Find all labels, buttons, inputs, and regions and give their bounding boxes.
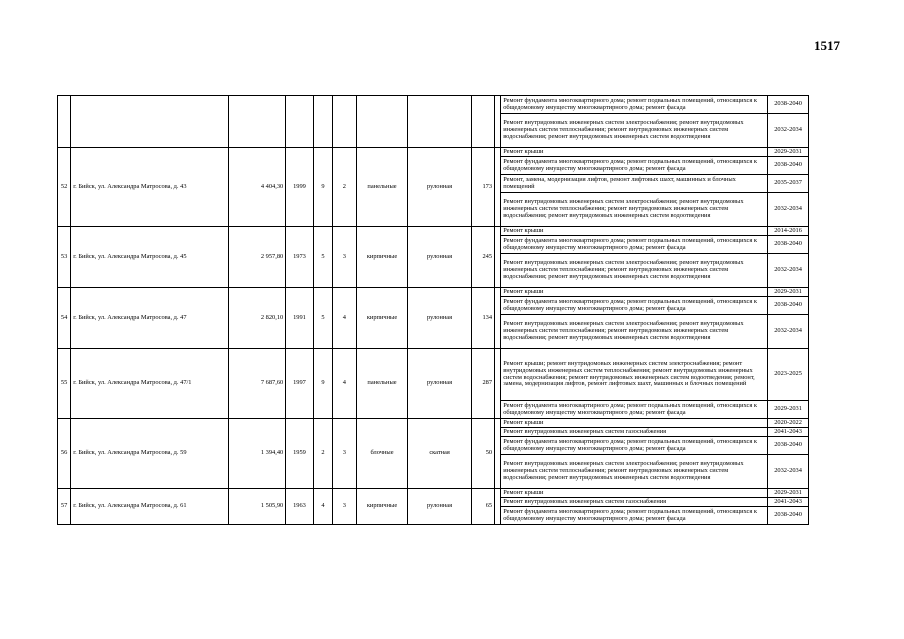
floors-cell: 2 bbox=[313, 419, 332, 489]
table-row bbox=[58, 227, 809, 236]
year-cell: 1991 bbox=[286, 288, 314, 349]
area-cell: 1 505,90 bbox=[229, 489, 286, 525]
work-cell: Ремонт фундамента многоквартирного дома; ремонт подвальных помещений, относящихся к общедомовому имуществу многоквартирного дома; ремонт фасада bbox=[501, 236, 768, 254]
num-cell bbox=[58, 96, 71, 148]
period-cell: 2032-2034 bbox=[768, 114, 809, 148]
entrances-cell: 3 bbox=[333, 489, 356, 525]
work-cell: Ремонт фундамента многоквартирного дома; ремонт подвальных помещений, относящихся к общедомовому имуществу многоквартирного дома; ремонт фасада bbox=[501, 437, 768, 455]
year-cell bbox=[286, 96, 314, 148]
period-cell: 2032-2034 bbox=[768, 193, 809, 227]
area-cell bbox=[229, 96, 286, 148]
residents-cell: 287 bbox=[471, 349, 494, 419]
residents-cell bbox=[471, 96, 494, 148]
period-cell: 2035-2037 bbox=[768, 175, 809, 193]
area-cell: 1 394,40 bbox=[229, 419, 286, 489]
area-cell: 2 820,10 bbox=[229, 288, 286, 349]
work-cell: Ремонт внутридомовых инженерных систем электроснабжения; ремонт внутридомовых инженерных систем теплоснабжения; ремонт внутридомовых инженерных систем водоснабжения; ремонт внутридомовых инженерных систем водоотведения bbox=[501, 254, 768, 288]
entrances-cell: 4 bbox=[333, 288, 356, 349]
period-cell: 2038-2040 bbox=[768, 96, 809, 114]
year-cell: 1999 bbox=[286, 148, 314, 227]
walls-cell: панельные bbox=[356, 349, 408, 419]
year-cell: 1997 bbox=[286, 349, 314, 419]
roof-cell: рулонная bbox=[408, 349, 471, 419]
area-cell: 7 687,60 bbox=[229, 349, 286, 419]
roof-cell: рулонная bbox=[408, 288, 471, 349]
roof-cell: рулонная bbox=[408, 227, 471, 288]
period-cell: 2038-2040 bbox=[768, 507, 809, 525]
walls-cell bbox=[356, 96, 408, 148]
entrances-cell bbox=[333, 96, 356, 148]
table-row bbox=[58, 288, 809, 297]
walls-cell: блочные bbox=[356, 419, 408, 489]
work-cell: Ремонт, замена, модернизация лифтов, ремонт лифтовых шахт, машинных и блочных помещений bbox=[501, 175, 768, 193]
work-cell: Ремонт фундамента многоквартирного дома; ремонт подвальных помещений, относящихся к общедомовому имуществу многоквартирного дома; ремонт фасада bbox=[501, 507, 768, 525]
table-row bbox=[58, 419, 809, 428]
period-cell: 2032-2034 bbox=[768, 455, 809, 489]
address-cell: г. Бийск, ул. Александра Матросова, д. 43 bbox=[71, 148, 229, 227]
floors-cell bbox=[313, 96, 332, 148]
table-row bbox=[58, 96, 809, 114]
work-cell: Ремонт внутридомовых инженерных систем электроснабжения; ремонт внутридомовых инженерных систем теплоснабжения; ремонт внутридомовых инженерных систем водоснабжения; ремонт внутридомовых инженерных систем водоотведения bbox=[501, 114, 768, 148]
period-cell: 2020-2022 bbox=[768, 419, 809, 428]
floors-cell: 9 bbox=[313, 148, 332, 227]
period-cell: 2038-2040 bbox=[768, 297, 809, 315]
work-cell: Ремонт внутридомовых инженерных систем электроснабжения; ремонт внутридомовых инженерных систем теплоснабжения; ремонт внутридомовых инженерных систем водоснабжения; ремонт внутридомовых инженерных систем водоотведения bbox=[501, 315, 768, 349]
period-cell: 2032-2034 bbox=[768, 254, 809, 288]
period-cell: 2029-2031 bbox=[768, 401, 809, 419]
residents-cell: 134 bbox=[471, 288, 494, 349]
work-cell: Ремонт фундамента многоквартирного дома; ремонт подвальных помещений, относящихся к общедомовому имуществу многоквартирного дома; ремонт фасада bbox=[501, 157, 768, 175]
row-number: 57 bbox=[58, 489, 71, 525]
period-cell: 2029-2031 bbox=[768, 148, 809, 157]
floors-cell: 5 bbox=[313, 288, 332, 349]
work-cell: Ремонт фундамента многоквартирного дома; ремонт подвальных помещений, относящихся к общедомовому имуществу многоквартирного дома; ремонт фасада bbox=[501, 401, 768, 419]
page-number: 1517 bbox=[814, 38, 840, 53]
period-cell: 2023-2025 bbox=[768, 349, 809, 401]
work-cell: Ремонт внутридомовых инженерных систем газоснабжения bbox=[501, 428, 768, 437]
roof-cell: рулонная bbox=[408, 148, 471, 227]
entrances-cell: 3 bbox=[333, 227, 356, 288]
period-cell: 2038-2040 bbox=[768, 437, 809, 455]
address-cell: г. Бийск, ул. Александра Матросова, д. 61 bbox=[71, 489, 229, 525]
work-cell: Ремонт крыши bbox=[501, 227, 768, 236]
work-cell: Ремонт крыши bbox=[501, 419, 768, 428]
walls-cell: кирпичные bbox=[356, 288, 408, 349]
row-number: 52 bbox=[58, 148, 71, 227]
residents-cell: 50 bbox=[471, 419, 494, 489]
work-cell: Ремонт фундамента многоквартирного дома; ремонт подвальных помещений, относящихся к общедомовому имуществу многоквартирного дома; ремонт фасада bbox=[501, 297, 768, 315]
area-cell: 2 957,80 bbox=[229, 227, 286, 288]
period-cell: 2032-2034 bbox=[768, 315, 809, 349]
roof-cell: рулонная bbox=[408, 489, 471, 525]
address-cell: г. Бийск, ул. Александра Матросова, д. 47 bbox=[71, 288, 229, 349]
walls-cell: кирпичные bbox=[356, 227, 408, 288]
period-cell: 2014-2016 bbox=[768, 227, 809, 236]
residents-cell: 173 bbox=[471, 148, 494, 227]
period-cell: 2038-2040 bbox=[768, 157, 809, 175]
year-cell: 1959 bbox=[286, 419, 314, 489]
row-number: 53 bbox=[58, 227, 71, 288]
table-row bbox=[58, 148, 809, 157]
period-cell: 2041-2043 bbox=[768, 498, 809, 507]
walls-cell: панельные bbox=[356, 148, 408, 227]
floors-cell: 9 bbox=[313, 349, 332, 419]
work-cell: Ремонт внутридомовых инженерных систем газоснабжения bbox=[501, 498, 768, 507]
buildings-table bbox=[57, 95, 809, 525]
row-number: 55 bbox=[58, 349, 71, 419]
table-row bbox=[58, 489, 809, 498]
entrances-cell: 3 bbox=[333, 419, 356, 489]
entrances-cell: 2 bbox=[333, 148, 356, 227]
address-cell: г. Бийск, ул. Александра Матросова, д. 45 bbox=[71, 227, 229, 288]
address-cell: г. Бийск, ул. Александра Матросова, д. 59 bbox=[71, 419, 229, 489]
period-cell: 2041-2043 bbox=[768, 428, 809, 437]
row-number: 54 bbox=[58, 288, 71, 349]
floors-cell: 5 bbox=[313, 227, 332, 288]
walls-cell: кирпичные bbox=[356, 489, 408, 525]
area-cell: 4 404,30 bbox=[229, 148, 286, 227]
period-cell: 2029-2031 bbox=[768, 489, 809, 498]
entrances-cell: 4 bbox=[333, 349, 356, 419]
roof-cell: скатная bbox=[408, 419, 471, 489]
work-cell: Ремонт крыши bbox=[501, 489, 768, 498]
period-cell: 2029-2031 bbox=[768, 288, 809, 297]
residents-cell: 65 bbox=[471, 489, 494, 525]
work-cell: Ремонт крыши bbox=[501, 148, 768, 157]
roof-cell bbox=[408, 96, 471, 148]
work-cell: Ремонт внутридомовых инженерных систем электроснабжения; ремонт внутридомовых инженерных систем теплоснабжения; ремонт внутридомовых инженерных систем водоснабжения; ремонт внутридомовых инженерных систем водоотведения bbox=[501, 193, 768, 227]
row-number: 56 bbox=[58, 419, 71, 489]
address-cell: г. Бийск, ул. Александра Матросова, д. 47/1 bbox=[71, 349, 229, 419]
work-cell: Ремонт фундамента многоквартирного дома; ремонт подвальных помещений, относящихся к общедомовому имуществу многоквартирного дома; ремонт фасада bbox=[501, 96, 768, 114]
period-cell: 2038-2040 bbox=[768, 236, 809, 254]
work-cell: Ремонт внутридомовых инженерных систем электроснабжения; ремонт внутридомовых инженерных систем теплоснабжения; ремонт внутридомовых инженерных систем водоснабжения; ремонт внутридомовых инженерных систем водоотведения bbox=[501, 455, 768, 489]
floors-cell: 4 bbox=[313, 489, 332, 525]
table-row bbox=[58, 349, 809, 401]
year-cell: 1963 bbox=[286, 489, 314, 525]
year-cell: 1973 bbox=[286, 227, 314, 288]
residents-cell: 245 bbox=[471, 227, 494, 288]
work-cell: Ремонт крыши bbox=[501, 288, 768, 297]
work-cell: Ремонт крыши; ремонт внутридомовых инженерных систем электроснабжения; ремонт внутридомовых инженерных систем теплоснабжения; ремонт внутридомовых инженерных систем водоснабжения; ремонт внутридомовых инженерных систем водоотведения; ремонт, замена, модернизация лифтов, ремонт лифтовых шахт, машинных и блочных помещений bbox=[501, 349, 768, 401]
address-cell bbox=[71, 96, 229, 148]
